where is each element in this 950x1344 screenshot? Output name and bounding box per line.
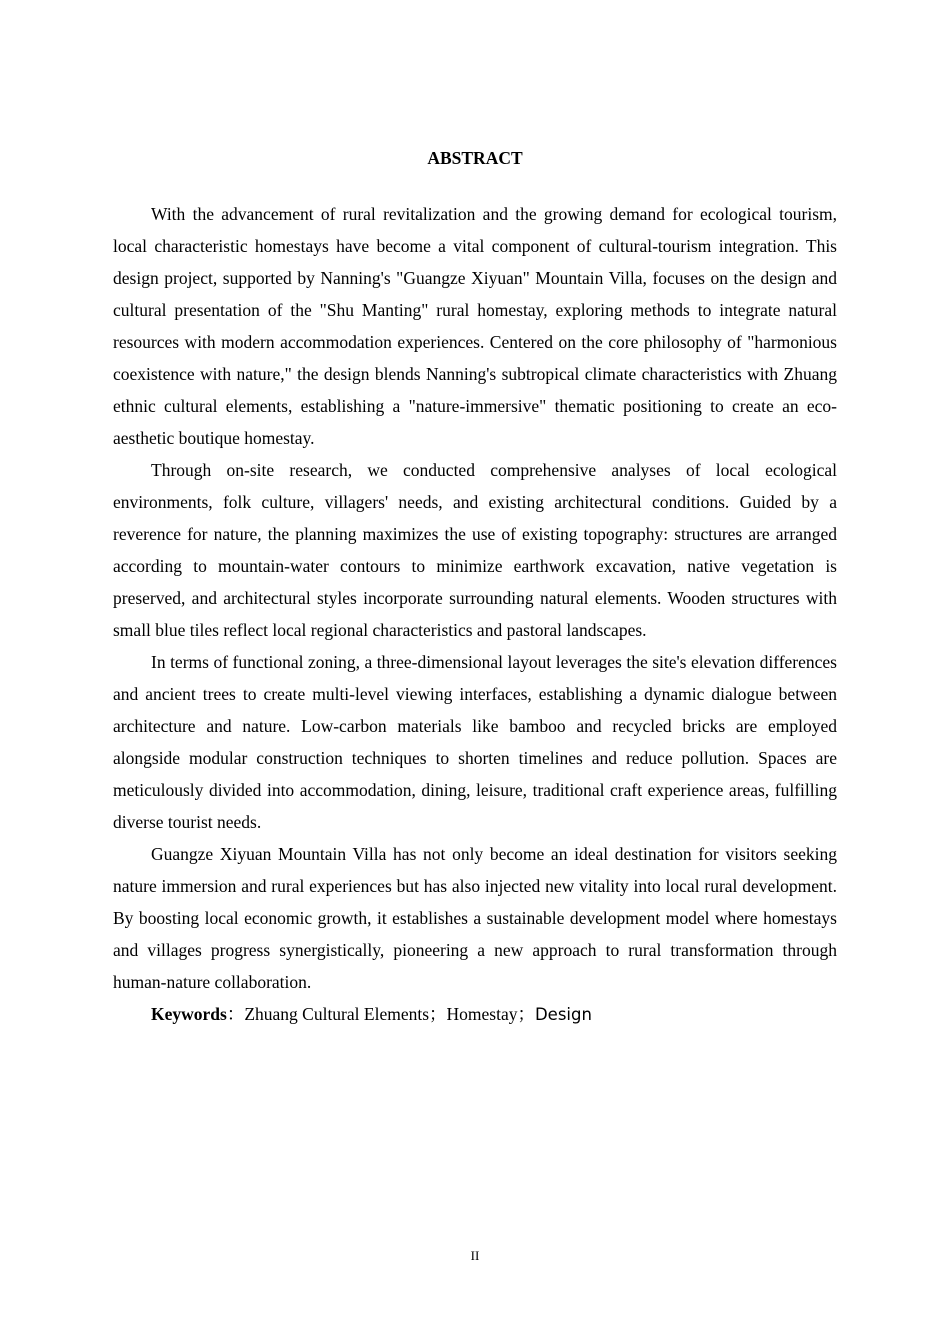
abstract-paragraph-3: In terms of functional zoning, a three-dimensional layout leverages the site's elevation differences and ancient trees to create multi-level viewing interfaces, establishing a dynamic dialogue between architecture and nature. Low-carbon materials like bamboo and recycled bricks are employed alongside modular construction techniques to shorten timelines and reduce pollution. Spaces are meticulously divided into accommodation, dining, leisure, traditional craft experience areas, fulfilling diverse tourist needs. [113,652,837,832]
page-title: ABSTRACT [427,148,523,168]
keywords-last-item: Design [534,1005,592,1024]
keywords-label: Keywords [151,1004,227,1024]
page-number: II [470,1248,480,1263]
abstract-paragraph-1: With the advancement of rural revitalization and the growing demand for ecological tourism, local characteristic homestays have become a vital component of cultural-tourism integration. This design project, supported by Nanning's "Guangze Xiyuan" Mountain Villa, focuses on the design and cultural presentation of the "Shu Manting" rural homestay, exploring methods to integrate natural resources with modern accommodation experiences. Centered on the core philosophy of "harmonious coexistence with nature," the design blends Nanning's subtropical climate characteristics with Zhuang ethnic cultural elements, establishing a "nature-immersive" thematic positioning to create an eco-aesthetic boutique homestay. [113,204,837,448]
keywords-separator: ： [226,1004,245,1024]
abstract-paragraph-2: Through on-site research, we conducted comprehensive analyses of local ecological environments, folk culture, villagers' needs, and existing architectural conditions. Guided by a reverence for nature, the planning maximizes the use of existing topography: structures are arranged according to mountain-water contours to minimize earthwork excavation, native vegetation is preserved, and architectural styles incorporate surrounding natural elements. Wooden structures with small blue tiles reflect local regional characteristics and pastoral landscapes. [113,460,837,640]
keywords-items: Zhuang Cultural Elements；Homestay； [244,1004,535,1024]
abstract-body [113,198,837,1031]
abstract-paragraph-4: Guangze Xiyuan Mountain Villa has not only become an ideal destination for visitors seeking nature immersion and rural experiences but has also injected new vitality into local rural development. By boosting local economic growth, it establishes a sustainable development model where homestays and villages progress synergistically, pioneering a new approach to rural transformation through human-nature collaboration. [113,844,837,992]
keywords-line [113,998,837,1031]
